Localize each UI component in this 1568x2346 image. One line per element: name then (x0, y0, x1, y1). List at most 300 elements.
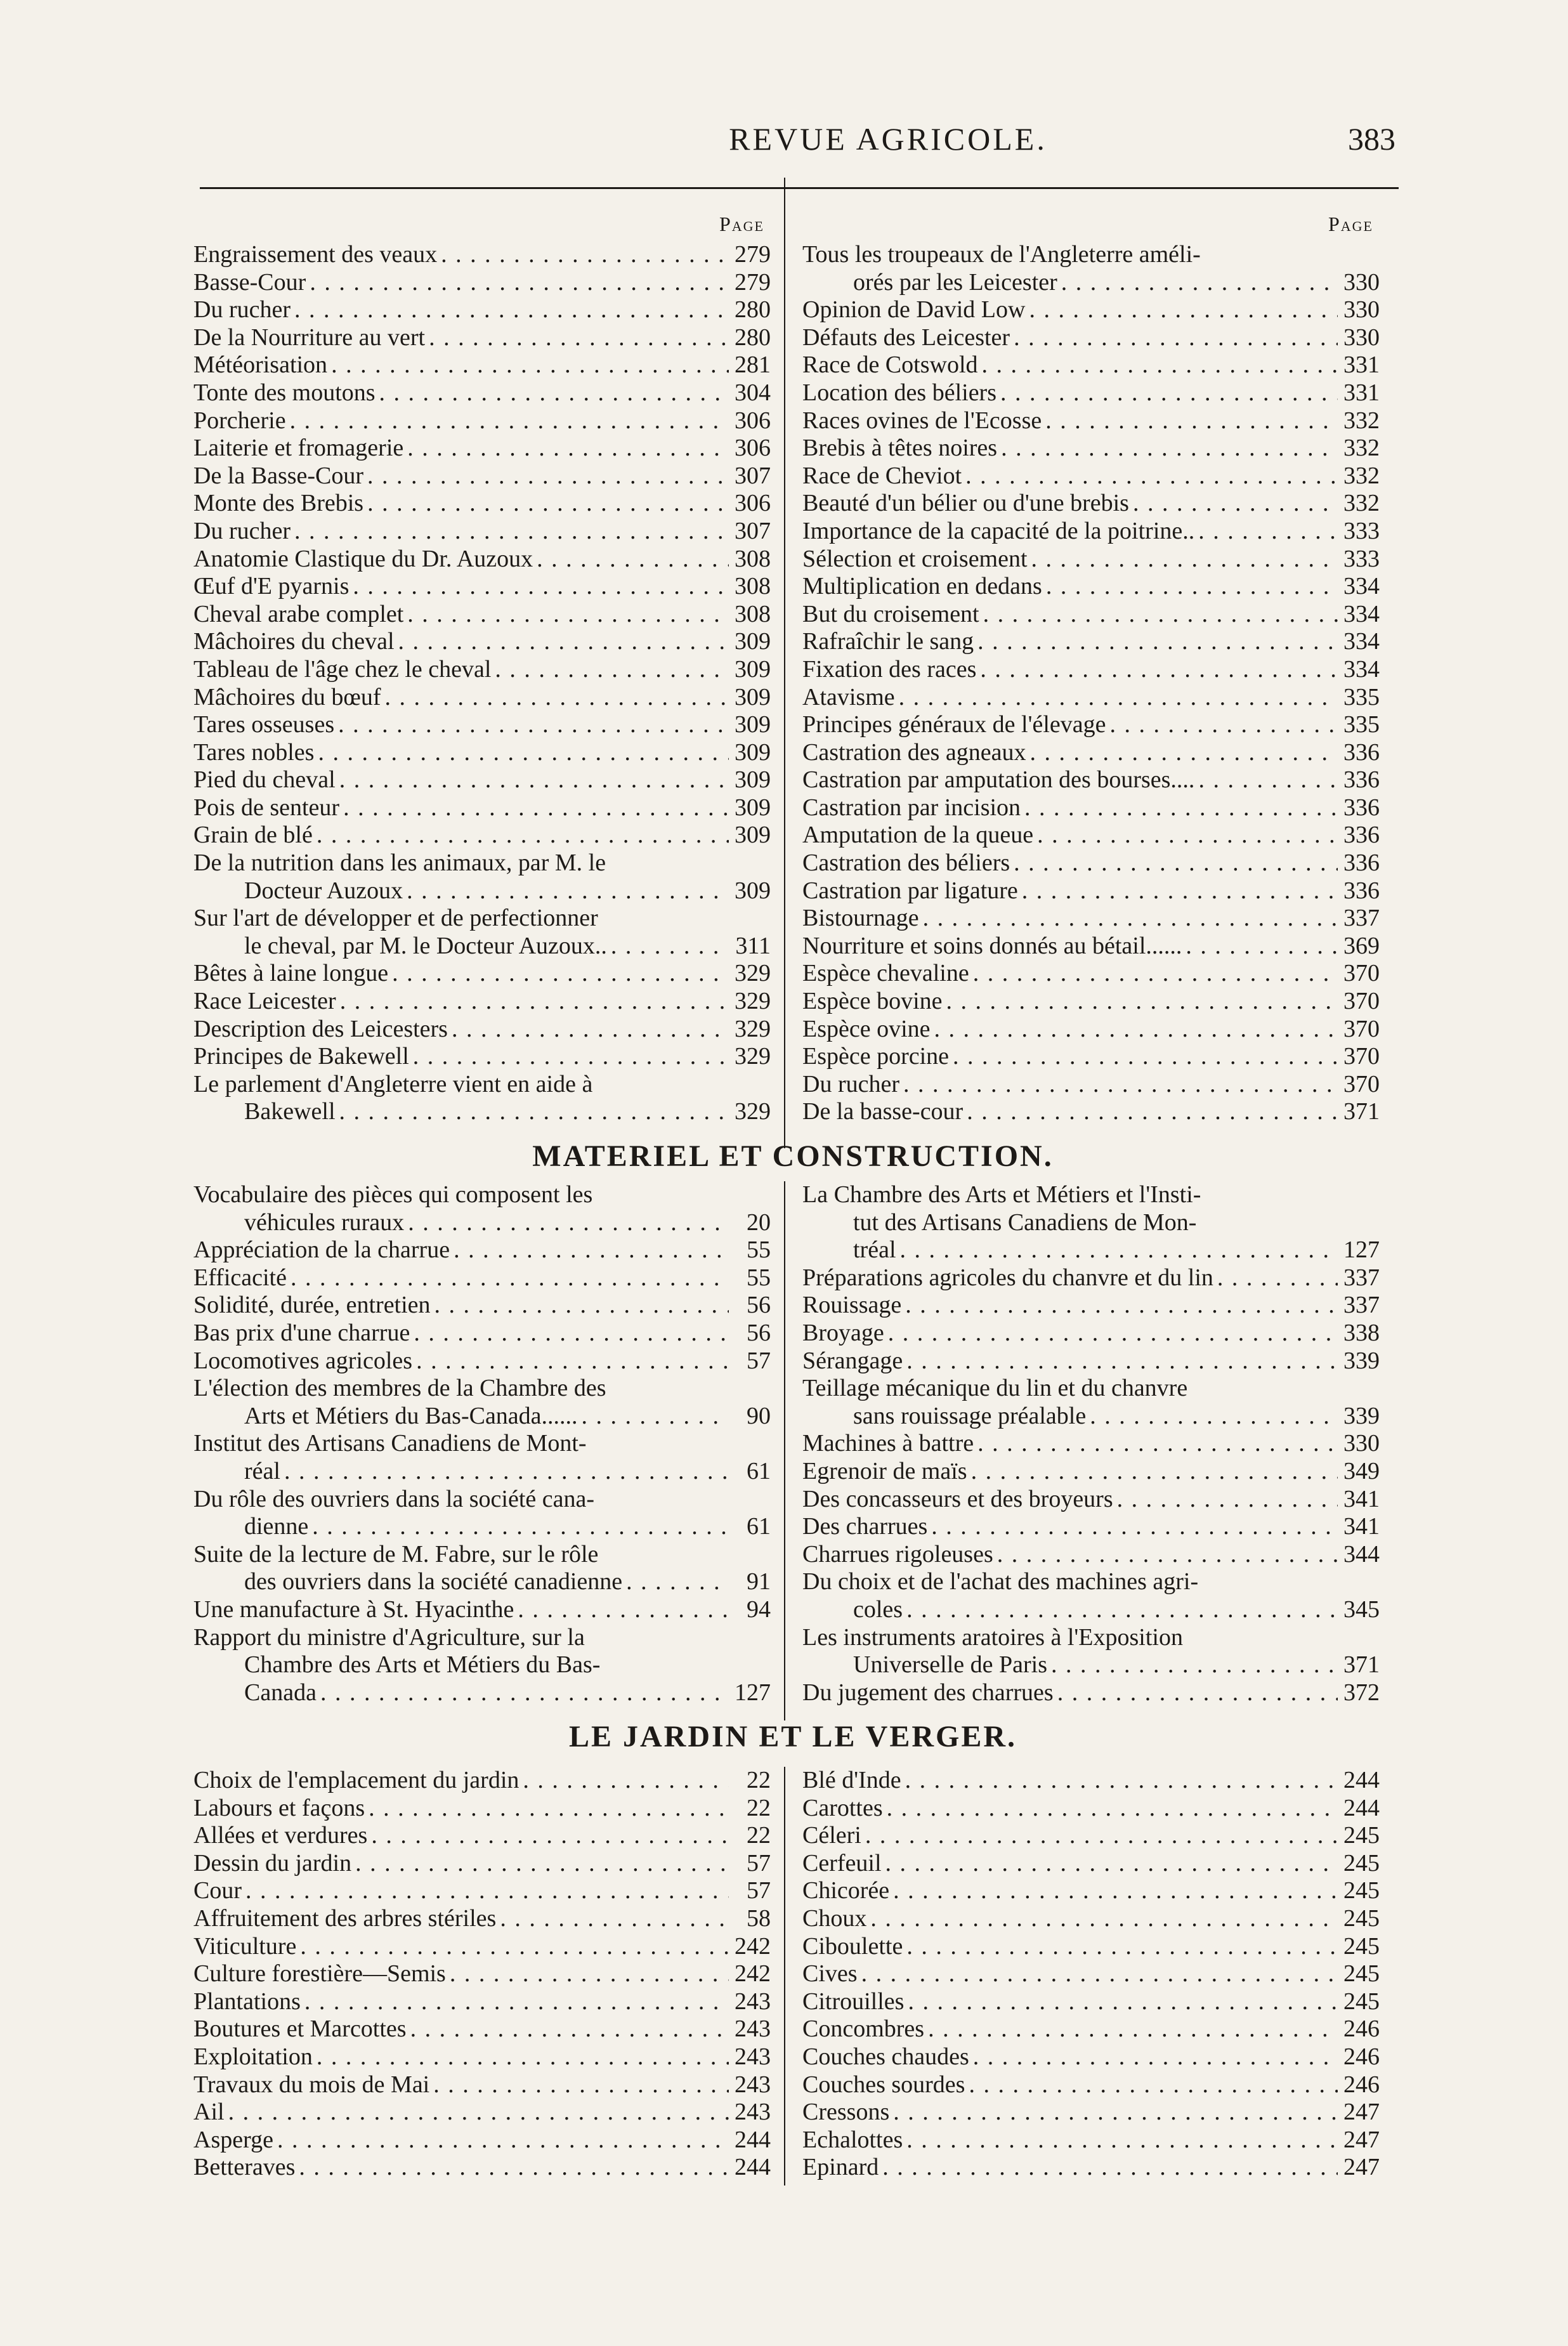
entry-title: Plantations (193, 1988, 301, 2015)
entry-title: Tares nobles (193, 738, 315, 766)
dot-leader (1031, 546, 1338, 573)
entry-title: Basse-Cour (193, 268, 306, 296)
index-entry (193, 1596, 771, 1624)
index-entry (802, 601, 1380, 629)
index-entry (802, 324, 1380, 352)
entry-title: Le parlement d'Angleterre vient en aide à (193, 1070, 593, 1098)
index-entry (193, 1767, 771, 1795)
entry-page: 372 (1343, 1679, 1380, 1706)
dot-leader (371, 1822, 729, 1850)
entry-title: Tableau de l'âge chez le cheval (193, 655, 492, 683)
entry-page: 307 (735, 517, 771, 544)
dot-leader (416, 1347, 729, 1375)
entry-page: 90 (747, 1402, 771, 1429)
entry-title: Pois de senteur (193, 794, 340, 821)
dot-leader (317, 2043, 729, 2071)
entry-page: 22 (747, 1794, 771, 1821)
entry-page: 61 (747, 1513, 771, 1540)
index-entry (802, 766, 1380, 794)
index-entry (802, 1458, 1380, 1486)
entry-title: dienne (244, 1513, 309, 1540)
entry-title: Canada (244, 1679, 317, 1706)
dot-leader (1000, 379, 1338, 407)
dot-leader (518, 1596, 729, 1624)
dot-leader (1045, 407, 1338, 435)
entry-page: 57 (747, 1347, 771, 1374)
dot-leader (310, 269, 729, 297)
entry-page: 57 (747, 1849, 771, 1877)
entry-title: Couches chaudes (802, 2043, 969, 2070)
entry-page: 309 (735, 738, 771, 766)
entry-page: 341 (1343, 1513, 1380, 1540)
entry-title: Epinard (802, 2154, 879, 2181)
entry-page: 309 (735, 766, 771, 794)
entry-title: Boutures et Marcottes (193, 2015, 407, 2043)
entry-page: 334 (1343, 600, 1380, 627)
index-entry (802, 1513, 1380, 1541)
index-entry (193, 407, 771, 435)
entry-page: 336 (1343, 877, 1380, 904)
entry-page: 246 (1343, 2043, 1380, 2070)
index-entry (802, 1043, 1380, 1071)
dot-leader (906, 1596, 1338, 1624)
dot-leader (906, 2126, 1338, 2154)
entry-title: Mâchoires du cheval (193, 628, 395, 655)
entry-title: Carottes (802, 1794, 883, 1821)
index-entry (802, 1767, 1380, 1795)
entry-title: Espèce porcine (802, 1043, 950, 1070)
entry-page: 306 (735, 407, 771, 434)
running-header (190, 121, 1395, 171)
entry-page: 337 (1343, 1292, 1380, 1319)
entry-title: De la nutrition dans les animaux, par M. le (193, 849, 606, 877)
entry-title: Espèce bovine (802, 988, 943, 1015)
entry-page: 281 (735, 351, 771, 379)
dot-leader (320, 1679, 729, 1707)
entry-title: Amputation de la queue (802, 822, 1034, 849)
index-entry (802, 960, 1380, 988)
dot-leader (294, 518, 729, 546)
entry-page: 307 (735, 462, 771, 489)
dot-leader (971, 1458, 1338, 1486)
dot-leader (923, 905, 1338, 933)
entry-title: Couches sourdes (802, 2071, 965, 2098)
index-entry (802, 1375, 1380, 1430)
entry-page: 329 (735, 988, 771, 1015)
entry-title: Rapport du ministre d'Agriculture, sur la (193, 1623, 585, 1651)
dot-leader (407, 435, 729, 462)
index-entry (193, 2015, 771, 2043)
dot-leader (885, 1850, 1338, 1878)
index-entry (802, 2099, 1380, 2126)
entry-title: tréal (853, 1236, 896, 1264)
entry-title: Défauts des Leicester (802, 324, 1010, 351)
dot-leader (865, 1822, 1338, 1850)
entry-title: Labours et façons (193, 1794, 365, 1821)
index-entry (802, 1679, 1380, 1707)
dot-leader (977, 628, 1338, 656)
dot-leader (343, 794, 729, 822)
entry-page: 247 (1343, 2154, 1380, 2181)
index-entry (802, 1850, 1380, 1878)
index-entry (802, 1071, 1380, 1099)
entry-title: Betteraves (193, 2154, 296, 2181)
index-entry (193, 1905, 771, 1933)
dot-leader (1037, 822, 1338, 849)
entry-page: 244 (1343, 1767, 1380, 1793)
entry-title: Du rucher (802, 1070, 899, 1098)
index-column-right (802, 1181, 1380, 1707)
entry-title: Tares osseuses (193, 711, 335, 738)
index-entry (802, 1877, 1380, 1905)
entry-page: 245 (1343, 1932, 1380, 1960)
entry-title: Importance de la capacité de la poitrine.. (802, 517, 1195, 544)
index-entry (193, 518, 771, 546)
entry-page: 247 (1343, 2099, 1380, 2126)
dot-leader (355, 1850, 729, 1878)
entry-title: Dessin du jardin (193, 1849, 352, 1877)
dot-leader (338, 711, 729, 739)
index-entry (802, 573, 1380, 601)
entry-page: 243 (735, 2099, 771, 2126)
dot-leader (414, 1320, 729, 1347)
dot-leader (367, 490, 729, 518)
entry-page: 336 (1343, 849, 1380, 877)
entry-page: 308 (735, 545, 771, 572)
index-entry (193, 988, 771, 1016)
entry-title: Description des Leicesters (193, 1015, 448, 1042)
entry-page: 243 (735, 2015, 771, 2043)
index-entry (802, 905, 1380, 933)
dot-leader (882, 2154, 1338, 2182)
dot-leader (906, 1933, 1338, 1961)
index-entry (193, 794, 771, 822)
index-entry (802, 711, 1380, 739)
entry-title: Sur l'art de développer et de perfectionner (193, 905, 598, 932)
entry-title: Universelle de Paris (853, 1651, 1048, 1679)
entry-page: 306 (735, 490, 771, 517)
entry-title: Appréciation de la charrue (193, 1236, 450, 1264)
index-entry (193, 1320, 771, 1347)
entry-title: Tous les troupeaux de l'Angleterre améli- (802, 241, 1201, 268)
index-entry (193, 2043, 771, 2071)
index-entry (193, 2071, 771, 2099)
entry-title: Fixation des races (802, 655, 977, 683)
entry-page: 309 (735, 822, 771, 849)
index-entry (193, 269, 771, 297)
entry-title: Race de Cotswold (802, 351, 978, 379)
dot-leader (982, 351, 1338, 379)
dot-leader (312, 1513, 729, 1541)
page-number: 383 (1348, 121, 1395, 157)
dot-leader (582, 1403, 729, 1431)
index-entry (802, 490, 1380, 518)
entry-title: Cerfeuil (802, 1849, 882, 1877)
entry-page: 332 (1343, 435, 1380, 462)
index-entry (802, 2043, 1380, 2071)
index-entry (802, 933, 1380, 960)
entry-title: Cheval arabe complet (193, 600, 404, 627)
index-entry (193, 1960, 771, 1988)
entry-page: 309 (735, 794, 771, 821)
entry-page: 247 (1343, 2126, 1380, 2153)
entry-title: But du croisement (802, 600, 979, 627)
index-entry (802, 988, 1380, 1016)
entry-title: Castration par amputation des bourses.... (802, 766, 1195, 794)
index-entry (802, 1320, 1380, 1347)
dot-leader (318, 739, 729, 767)
entry-page: 56 (747, 1319, 771, 1346)
entry-page: 246 (1343, 2071, 1380, 2098)
index-entry (193, 324, 771, 352)
dot-leader (245, 1877, 729, 1905)
index-entry (802, 1347, 1380, 1375)
entry-page: 336 (1343, 766, 1380, 794)
entry-title: Laiterie et fromagerie (193, 435, 404, 462)
index-entry (802, 1905, 1380, 1933)
index-entry (193, 1043, 771, 1071)
index-column-left (193, 213, 771, 1126)
index-entry (193, 1988, 771, 2016)
dot-leader (500, 1905, 729, 1933)
entry-page: 329 (735, 1015, 771, 1042)
entry-page: 279 (735, 241, 771, 268)
index-entry (193, 960, 771, 988)
dot-leader (450, 1960, 729, 1988)
dot-leader (523, 1767, 729, 1795)
entry-page: 330 (1343, 268, 1380, 296)
entry-title: Culture forestière—Semis (193, 1960, 446, 1988)
entry-page: 339 (1343, 1347, 1380, 1374)
index-entry (802, 435, 1380, 462)
dot-leader (953, 1043, 1338, 1071)
entry-title: Bakewell (244, 1098, 336, 1125)
index-entry (193, 1071, 771, 1126)
dot-leader (1029, 739, 1338, 767)
entry-title: Du choix et de l'achat des machines agri- (802, 1568, 1199, 1596)
index-entry (802, 1098, 1380, 1126)
entry-title: Pied du cheval (193, 766, 336, 794)
entry-title: Vocabulaire des pièces qui composent les (193, 1181, 593, 1208)
index-entry (802, 684, 1380, 712)
index-entry (193, 684, 771, 712)
dot-leader (931, 1513, 1338, 1541)
entry-page: 331 (1343, 379, 1380, 406)
running-title: REVUE AGRICOLE. (729, 121, 1047, 157)
index-entry (193, 656, 771, 684)
dot-leader (367, 462, 729, 490)
entry-title: Exploitation (193, 2043, 313, 2070)
dot-leader (1024, 794, 1338, 822)
entry-page: 244 (735, 2154, 771, 2181)
dot-leader (887, 1795, 1338, 1823)
index-entry (802, 241, 1380, 296)
entry-title: Brebis à têtes noires (802, 435, 998, 462)
entry-title: Cour (193, 1877, 242, 1904)
entry-page: 334 (1343, 628, 1380, 655)
dot-leader (870, 1905, 1338, 1933)
entry-page: 242 (735, 1932, 771, 1960)
dot-leader (980, 656, 1338, 684)
index-entry (193, 766, 771, 794)
index-entry (802, 407, 1380, 435)
index-entry (802, 2154, 1380, 2182)
dot-leader (300, 1933, 729, 1961)
entry-title: Allées et verdures (193, 1822, 368, 1849)
entry-page: 337 (1343, 905, 1380, 932)
dot-leader (1133, 490, 1338, 518)
index-entry (802, 1430, 1380, 1458)
page-column-label: Page (1328, 213, 1373, 235)
entry-title: Monte des Brebis (193, 490, 364, 517)
entry-title: Bêtes à laine longue (193, 960, 389, 987)
entry-page: 127 (1343, 1236, 1380, 1264)
dot-leader (410, 2015, 729, 2043)
index-entry (193, 2154, 771, 2182)
dot-leader (284, 1458, 729, 1486)
entry-title: Espèce chevaline (802, 960, 969, 987)
entry-title: Rafraîchir le sang (802, 628, 974, 655)
entry-title: Efficacité (193, 1264, 287, 1291)
index-entry (193, 2099, 771, 2126)
entry-page: 371 (1343, 1651, 1380, 1679)
index-entry (802, 849, 1380, 877)
entry-title: De la Basse-Cour (193, 462, 364, 489)
index-entry (193, 379, 771, 407)
entry-page: 333 (1343, 517, 1380, 544)
entry-title: Les instruments aratoires à l'Exposition (802, 1623, 1183, 1651)
dot-leader (398, 628, 729, 656)
index-entry (193, 1624, 771, 1707)
index-column-right (802, 213, 1380, 1126)
index-entry (802, 1960, 1380, 1988)
entry-title: Nourriture et soins donnés au bétail...... (802, 932, 1182, 959)
entry-title: Solidité, durée, entretien (193, 1292, 431, 1319)
index-entry (802, 1568, 1380, 1623)
entry-title: Citrouilles (802, 1988, 905, 2015)
entry-title: Cressons (802, 2099, 890, 2126)
entry-page: 245 (1343, 1877, 1380, 1904)
entry-title: Ail (193, 2099, 225, 2126)
entry-title: Sérangage (802, 1347, 903, 1374)
entry-title: des ouvriers dans la société canadienne (244, 1568, 623, 1596)
dot-leader (967, 1098, 1338, 1126)
index-entry (193, 1822, 771, 1850)
entry-page: 55 (747, 1264, 771, 1291)
entry-title: Mâchoires du bœuf (193, 683, 381, 711)
dot-leader (973, 960, 1338, 988)
entry-page: 61 (747, 1457, 771, 1484)
index-column-left (193, 1767, 771, 2182)
index-entry (193, 241, 771, 269)
entry-title: Œuf d'E pyarnis (193, 573, 350, 600)
entry-title: Machines à battre (802, 1430, 974, 1457)
section-heading-jardin: LE JARDIN ET LE VERGER. (568, 1720, 1017, 1753)
dot-leader (495, 656, 729, 684)
index-entry (193, 490, 771, 518)
entry-title: Cives (802, 1960, 858, 1988)
index-entry (193, 1877, 771, 1905)
entry-title: Docteur Auzoux (244, 877, 403, 904)
entry-title: Atavisme (802, 683, 895, 711)
entry-page: 311 (735, 932, 771, 959)
dot-leader (893, 2099, 1338, 2126)
index-entry (802, 2071, 1380, 2099)
entry-title: La Chambre des Arts et Métiers et l'Insti- (802, 1181, 1201, 1208)
entry-title: Choix de l'emplacement du jardin (193, 1767, 519, 1793)
entry-page: 336 (1343, 738, 1380, 766)
dot-leader (353, 573, 729, 601)
dot-leader (407, 601, 729, 629)
dot-leader (1014, 324, 1338, 352)
entry-title: Du jugement des charrues (802, 1679, 1054, 1706)
entry-page: 329 (735, 960, 771, 987)
entry-title: le cheval, par M. le Docteur Auzoux.. (244, 932, 607, 959)
entry-title: Castration par incision (802, 794, 1021, 821)
entry-title: Tonte des moutons (193, 379, 376, 406)
entry-page: 55 (747, 1236, 771, 1264)
entry-title: Institut des Artisans Canadiens de Mont- (193, 1430, 587, 1457)
index-entry (193, 1016, 771, 1044)
index-entry (193, 1375, 771, 1430)
entry-title: Race de Cheviot (802, 462, 962, 489)
entry-page: 345 (1343, 1596, 1380, 1623)
index-entry (193, 628, 771, 656)
index-entry (802, 351, 1380, 379)
entry-page: 330 (1343, 324, 1380, 351)
entry-page: 56 (747, 1292, 771, 1319)
dot-leader (969, 2071, 1338, 2099)
dot-leader (905, 1767, 1338, 1795)
dot-leader (1217, 1264, 1338, 1292)
index-entry (193, 573, 771, 601)
dot-leader (413, 1043, 729, 1071)
dot-leader (893, 1877, 1338, 1905)
section-heading-materiel: MATERIEL ET CONSTRUCTION. (532, 1139, 1054, 1173)
dot-leader (228, 2099, 729, 2126)
entry-page: 308 (735, 573, 771, 600)
entry-page: 244 (1343, 1794, 1380, 1821)
entry-title: Du rucher (193, 296, 291, 324)
index-entry (802, 546, 1380, 573)
index-entry (802, 2015, 1380, 2043)
entry-title: De la basse-cour (802, 1098, 964, 1125)
entry-title: Chambre des Arts et Métiers du Bas- (244, 1651, 601, 1679)
entry-page: 94 (747, 1596, 771, 1623)
index-entry (802, 877, 1380, 905)
dot-leader (928, 2015, 1338, 2043)
dot-leader (1109, 711, 1338, 739)
index-entry (193, 546, 771, 573)
index-entry (193, 601, 771, 629)
entry-title: Affruitement des arbres stériles (193, 1904, 497, 1932)
entry-title: Echalottes (802, 2126, 903, 2153)
entry-page: 369 (1343, 932, 1380, 959)
index-entry (802, 518, 1380, 546)
index-column-left (193, 1181, 771, 1707)
dot-leader (339, 1098, 729, 1126)
entry-page: 370 (1343, 960, 1380, 987)
dot-leader (340, 988, 729, 1016)
entry-title: Concombres (802, 2015, 925, 2043)
dot-leader (934, 1016, 1338, 1044)
entry-title: Sélection et croisement (802, 545, 1028, 572)
index-entry (802, 1795, 1380, 1823)
dot-leader (441, 241, 729, 269)
dot-leader (433, 2071, 729, 2099)
entry-page: 370 (1343, 1070, 1380, 1098)
entry-title: Bistournage (802, 905, 919, 932)
